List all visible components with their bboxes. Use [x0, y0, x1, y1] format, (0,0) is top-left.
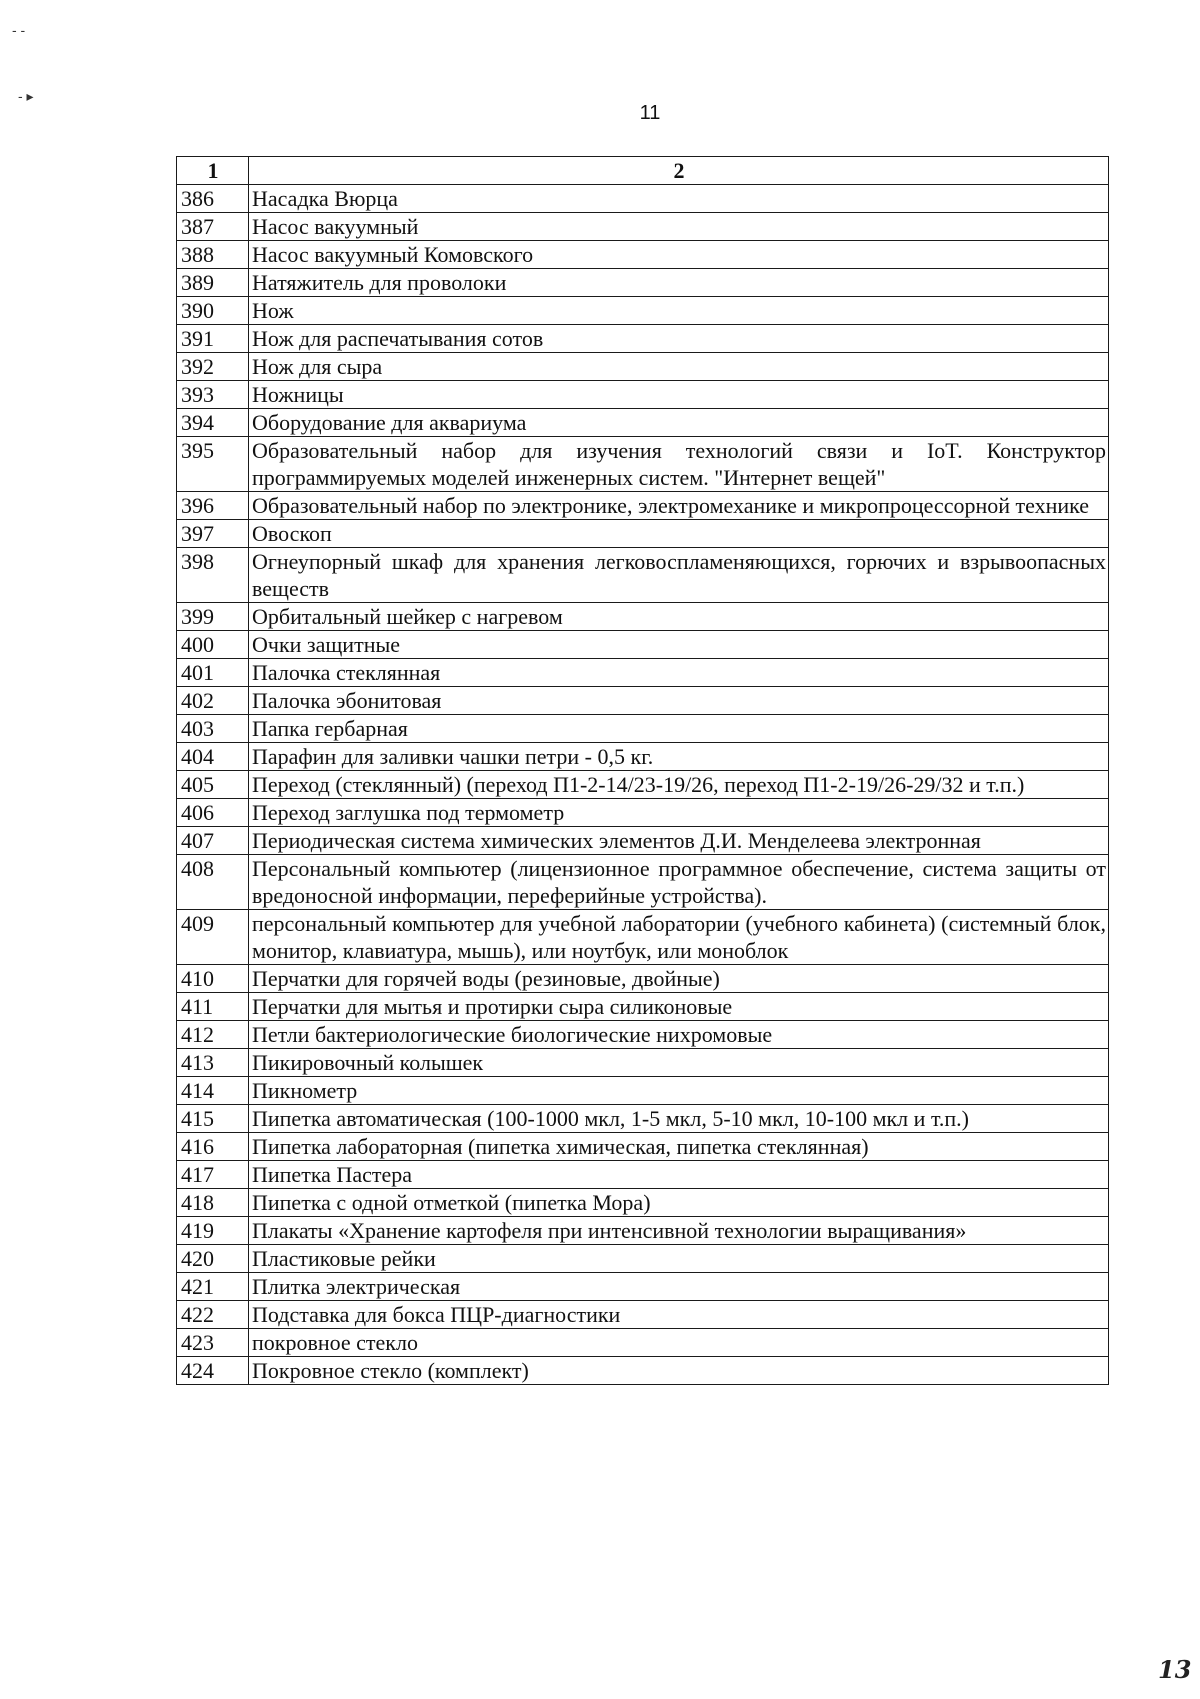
- table-row: [177, 185, 1109, 213]
- table-row: [177, 1357, 1109, 1385]
- row-number: 400: [177, 631, 249, 659]
- table-row: [177, 1077, 1109, 1105]
- item-name: Перчатки для мытья и протирки сыра силиконовые: [249, 993, 1109, 1021]
- row-number: 411: [177, 993, 249, 1021]
- table-row: [177, 910, 1109, 965]
- item-name: Плитка электрическая: [249, 1273, 1109, 1301]
- table-row: [177, 1189, 1109, 1217]
- item-name: Пипетка автоматическая (100-1000 мкл, 1-5 мкл, 5-10 мкл, 10-100 мкл и т.п.): [249, 1105, 1109, 1133]
- table-row: [177, 1301, 1109, 1329]
- table-row: [177, 1161, 1109, 1189]
- row-number: 394: [177, 409, 249, 437]
- table-row: [177, 213, 1109, 241]
- table-row: [177, 855, 1109, 910]
- row-number: 409: [177, 910, 249, 965]
- item-name: Нож для сыра: [249, 353, 1109, 381]
- table-row: [177, 297, 1109, 325]
- column-header-name: 2: [249, 157, 1109, 185]
- table-row: [177, 353, 1109, 381]
- table-row: [177, 1245, 1109, 1273]
- row-number: 405: [177, 771, 249, 799]
- item-name: Насос вакуумный Комовского: [249, 241, 1109, 269]
- table-row: [177, 1021, 1109, 1049]
- item-name: Ножницы: [249, 381, 1109, 409]
- table-row: [177, 1105, 1109, 1133]
- row-number: 395: [177, 437, 249, 492]
- item-name: Пипетка лабораторная (пипетка химическая, пипетка стеклянная): [249, 1133, 1109, 1161]
- item-name: Огнеупорный шкаф для хранения легковоспламеняющихся, горючих и взрывоопасных веществ: [249, 548, 1109, 603]
- table-row: [177, 965, 1109, 993]
- item-name: Перчатки для горячей воды (резиновые, двойные): [249, 965, 1109, 993]
- row-number: 424: [177, 1357, 249, 1385]
- item-name: Покровное стекло (комплект): [249, 1357, 1109, 1385]
- table-row: [177, 631, 1109, 659]
- row-number: 401: [177, 659, 249, 687]
- table-row: [177, 1049, 1109, 1077]
- row-number: 389: [177, 269, 249, 297]
- item-name: Подставка для бокса ПЦР-диагностики: [249, 1301, 1109, 1329]
- row-number: 397: [177, 520, 249, 548]
- equipment-table: [176, 156, 1109, 1385]
- row-number: 396: [177, 492, 249, 520]
- row-number: 386: [177, 185, 249, 213]
- item-name: Оборудование для аквариума: [249, 409, 1109, 437]
- table-row: [177, 437, 1109, 492]
- item-name: Натяжитель для проволоки: [249, 269, 1109, 297]
- row-number: 419: [177, 1217, 249, 1245]
- table-row: [177, 743, 1109, 771]
- row-number: 422: [177, 1301, 249, 1329]
- table-row: [177, 827, 1109, 855]
- item-name: Насос вакуумный: [249, 213, 1109, 241]
- item-name: Переход (стеклянный) (переход П1-2-14/23-19/26, переход П1-2-19/26-29/32 и т.п.): [249, 771, 1109, 799]
- row-number: 408: [177, 855, 249, 910]
- item-name: Пипетка Пастера: [249, 1161, 1109, 1189]
- item-name: Овоскоп: [249, 520, 1109, 548]
- table-row: [177, 1329, 1109, 1357]
- row-number: 416: [177, 1133, 249, 1161]
- row-number: 421: [177, 1273, 249, 1301]
- row-number: 414: [177, 1077, 249, 1105]
- table-row: [177, 381, 1109, 409]
- item-name: Насадка Вюрца: [249, 185, 1109, 213]
- row-number: 391: [177, 325, 249, 353]
- item-name: Пипетка с одной отметкой (пипетка Мора): [249, 1189, 1109, 1217]
- row-number: 423: [177, 1329, 249, 1357]
- item-name: Пикнометр: [249, 1077, 1109, 1105]
- row-number: 418: [177, 1189, 249, 1217]
- table-row: [177, 659, 1109, 687]
- item-name: Образовательный набор для изучения технологий связи и IoT. Конструктор программируемых моделей инженерных систем. "Интернет вещей": [249, 437, 1109, 492]
- row-number: 393: [177, 381, 249, 409]
- table-row: [177, 771, 1109, 799]
- row-number: 404: [177, 743, 249, 771]
- row-number: 412: [177, 1021, 249, 1049]
- table-row: [177, 1133, 1109, 1161]
- row-number: 387: [177, 213, 249, 241]
- item-name: Парафин для заливки чашки петри - 0,5 кг.: [249, 743, 1109, 771]
- table-row: [177, 1217, 1109, 1245]
- table-row: [177, 409, 1109, 437]
- row-number: 420: [177, 1245, 249, 1273]
- item-name: Персональный компьютер (лицензионное программное обеспечение, система защиты от вредоносной информации, переферийные устройства).: [249, 855, 1109, 910]
- row-number: 392: [177, 353, 249, 381]
- item-name: Орбитальный шейкер с нагревом: [249, 603, 1109, 631]
- table-row: [177, 993, 1109, 1021]
- item-name: Папка гербарная: [249, 715, 1109, 743]
- item-name: Палочка эбонитовая: [249, 687, 1109, 715]
- item-name: Нож для распечатывания сотов: [249, 325, 1109, 353]
- table-row: [177, 1273, 1109, 1301]
- row-number: 406: [177, 799, 249, 827]
- page-number: 11: [639, 102, 661, 124]
- item-name: Переход заглушка под термометр: [249, 799, 1109, 827]
- item-name: Плакаты «Хранение картофеля при интенсивной технологии выращивания»: [249, 1217, 1109, 1245]
- item-name: покровное стекло: [249, 1329, 1109, 1357]
- table-row: [177, 492, 1109, 520]
- row-number: 398: [177, 548, 249, 603]
- item-name: Очки защитные: [249, 631, 1109, 659]
- handwritten-page-mark: 13: [1158, 1655, 1192, 1684]
- item-name: Петли бактериологические биологические нихромовые: [249, 1021, 1109, 1049]
- table-body: [177, 185, 1109, 1385]
- table-row: [177, 687, 1109, 715]
- item-name: Периодическая система химических элементов Д.И. Менделеева электронная: [249, 827, 1109, 855]
- row-number: 403: [177, 715, 249, 743]
- item-name: Пикировочный колышек: [249, 1049, 1109, 1077]
- table-row: [177, 548, 1109, 603]
- row-number: 390: [177, 297, 249, 325]
- table-row: [177, 520, 1109, 548]
- table-row: [177, 799, 1109, 827]
- table-row: [177, 241, 1109, 269]
- item-name: персональный компьютер для учебной лаборатории (учебного кабинета) (системный блок, монитор, клавиатура, мышь), или ноутбук, или моноблок: [249, 910, 1109, 965]
- row-number: 413: [177, 1049, 249, 1077]
- row-number: 402: [177, 687, 249, 715]
- table-row: [177, 603, 1109, 631]
- table-row: [177, 269, 1109, 297]
- header-row: [177, 157, 1109, 185]
- row-number: 388: [177, 241, 249, 269]
- item-name: Палочка стеклянная: [249, 659, 1109, 687]
- item-name: Образовательный набор по электронике, электромеханике и микропроцессорной технике: [249, 492, 1109, 520]
- row-number: 407: [177, 827, 249, 855]
- item-name: Пластиковые рейки: [249, 1245, 1109, 1273]
- row-number: 410: [177, 965, 249, 993]
- item-name: Нож: [249, 297, 1109, 325]
- column-header-number: 1: [177, 157, 249, 185]
- row-number: 417: [177, 1161, 249, 1189]
- row-number: 415: [177, 1105, 249, 1133]
- table-row: [177, 715, 1109, 743]
- scan-corner-mark: - -: [12, 22, 26, 38]
- scan-side-mark: - ▸: [18, 88, 34, 104]
- row-number: 399: [177, 603, 249, 631]
- table-row: [177, 325, 1109, 353]
